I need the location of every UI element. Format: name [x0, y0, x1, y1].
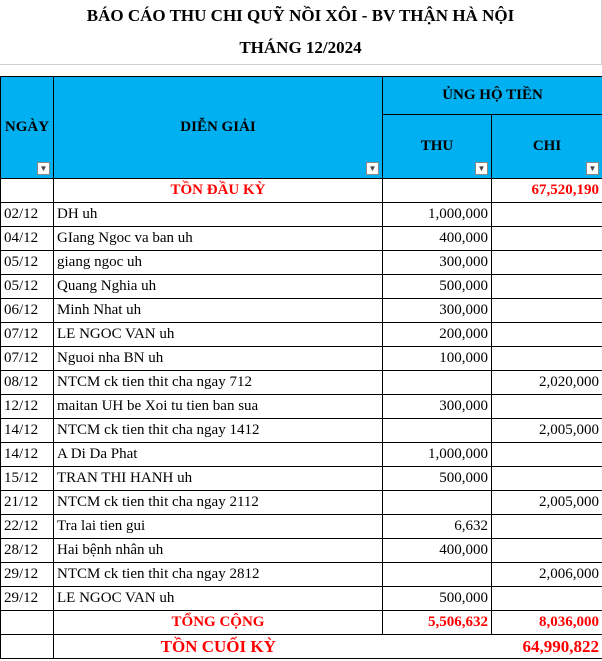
row-date: 12/12 — [1, 395, 54, 419]
filter-dropdown-icon[interactable]: ▼ — [37, 162, 50, 175]
table-row — [1, 227, 602, 251]
table-row — [1, 323, 602, 347]
expense-header-label: CHI — [532, 138, 562, 154]
row-date: 15/12 — [1, 467, 54, 491]
table-row — [1, 539, 602, 563]
table-row — [1, 251, 602, 275]
row-income — [383, 491, 492, 515]
table-row — [1, 203, 602, 227]
opening-thu-cell — [383, 179, 492, 203]
transaction-rows — [1, 203, 602, 611]
report-month: THÁNG 12/2024 — [0, 32, 602, 64]
row-description: Nguoi nha BN uh — [54, 347, 383, 371]
row-description: LE NGOC VAN uh — [54, 323, 383, 347]
totals-date-cell — [1, 611, 54, 635]
row-income: 500,000 — [383, 587, 492, 611]
row-date: 04/12 — [1, 227, 54, 251]
row-date: 06/12 — [1, 299, 54, 323]
row-income: 200,000 — [383, 323, 492, 347]
filter-dropdown-icon[interactable]: ▼ — [366, 162, 379, 175]
row-income: 1,000,000 — [383, 443, 492, 467]
row-expense — [492, 347, 602, 371]
income-header-label: THU — [420, 138, 454, 154]
closing-balance-row — [1, 635, 602, 659]
row-description: giang ngoc uh — [54, 251, 383, 275]
opening-amount: 67,520,190 — [492, 179, 602, 203]
row-income: 6,632 — [383, 515, 492, 539]
row-description: NTCM ck tien thit cha ngay 712 — [54, 371, 383, 395]
totals-expense: 8,036,000 — [492, 611, 602, 635]
table-row — [1, 443, 602, 467]
row-date: 05/12 — [1, 275, 54, 299]
expense-header — [492, 115, 602, 179]
row-date: 07/12 — [1, 323, 54, 347]
closing-thu-cell — [383, 635, 492, 659]
row-income: 1,000,000 — [383, 203, 492, 227]
row-expense — [492, 539, 602, 563]
row-date: 08/12 — [1, 371, 54, 395]
row-description: NTCM ck tien thit cha ngay 2812 — [54, 563, 383, 587]
row-expense — [492, 299, 602, 323]
row-date: 28/12 — [1, 539, 54, 563]
row-income: 100,000 — [383, 347, 492, 371]
totals-row — [1, 611, 602, 635]
table-row — [1, 299, 602, 323]
totals-label: TỔNG CỘNG — [54, 611, 383, 635]
row-expense — [492, 443, 602, 467]
closing-date-cell — [1, 635, 54, 659]
row-date: 29/12 — [1, 587, 54, 611]
row-description: NTCM ck tien thit cha ngay 2112 — [54, 491, 383, 515]
row-date: 07/12 — [1, 347, 54, 371]
date-header — [1, 77, 54, 179]
row-date: 02/12 — [1, 203, 54, 227]
row-description: Quang Nghia uh — [54, 275, 383, 299]
row-date: 22/12 — [1, 515, 54, 539]
row-expense — [492, 587, 602, 611]
row-description: Minh Nhat uh — [54, 299, 383, 323]
row-description: maitan UH be Xoi tu tien ban sua — [54, 395, 383, 419]
spacer-row — [0, 64, 602, 76]
row-description: GIang Ngoc va ban uh — [54, 227, 383, 251]
row-income — [383, 419, 492, 443]
opening-date-cell — [1, 179, 54, 203]
row-description: TRAN THI HANH uh — [54, 467, 383, 491]
date-header-label: NGÀY — [4, 119, 50, 135]
row-income: 500,000 — [383, 275, 492, 299]
row-expense — [492, 275, 602, 299]
row-expense — [492, 227, 602, 251]
row-expense — [492, 515, 602, 539]
row-expense — [492, 467, 602, 491]
table-row — [1, 563, 602, 587]
filter-dropdown-icon[interactable]: ▼ — [475, 162, 488, 175]
row-expense — [492, 203, 602, 227]
report-title: BÁO CÁO THU CHI QUỸ NỒI XÔI - BV THẬN HÀ NỘI — [0, 0, 602, 32]
row-expense — [492, 395, 602, 419]
row-expense: 2,005,000 — [492, 419, 602, 443]
row-description: NTCM ck tien thit cha ngay 1412 — [54, 419, 383, 443]
row-date: 14/12 — [1, 419, 54, 443]
closing-label: TỒN CUỐI KỲ — [54, 635, 383, 659]
ledger-table — [0, 76, 602, 659]
row-date: 21/12 — [1, 491, 54, 515]
table-row — [1, 395, 602, 419]
row-income: 300,000 — [383, 395, 492, 419]
table-row — [1, 491, 602, 515]
row-description: Hai bệnh nhân uh — [54, 539, 383, 563]
row-income — [383, 371, 492, 395]
row-description: LE NGOC VAN uh — [54, 587, 383, 611]
row-description: A Di Da Phat — [54, 443, 383, 467]
row-date: 14/12 — [1, 443, 54, 467]
filter-dropdown-icon[interactable]: ▼ — [586, 162, 599, 175]
totals-income: 5,506,632 — [383, 611, 492, 635]
description-header-label: DIỄN GIẢI — [180, 119, 256, 135]
row-income: 300,000 — [383, 299, 492, 323]
table-row — [1, 587, 602, 611]
table-row — [1, 275, 602, 299]
row-income — [383, 563, 492, 587]
table-row — [1, 515, 602, 539]
description-header — [54, 77, 383, 179]
row-description: Tra lai tien gui — [54, 515, 383, 539]
row-date: 05/12 — [1, 251, 54, 275]
row-income: 300,000 — [383, 251, 492, 275]
closing-amount: 64,990,822 — [492, 635, 602, 659]
table-row — [1, 347, 602, 371]
table-row — [1, 419, 602, 443]
income-header — [383, 115, 492, 179]
opening-balance-row — [1, 179, 602, 203]
opening-label: TỒN ĐẦU KỲ — [54, 179, 383, 203]
row-expense: 2,005,000 — [492, 491, 602, 515]
row-expense — [492, 323, 602, 347]
row-income: 400,000 — [383, 539, 492, 563]
row-expense: 2,006,000 — [492, 563, 602, 587]
row-expense — [492, 251, 602, 275]
row-description: DH uh — [54, 203, 383, 227]
table-row — [1, 467, 602, 491]
row-date: 29/12 — [1, 563, 54, 587]
row-income: 500,000 — [383, 467, 492, 491]
row-income: 400,000 — [383, 227, 492, 251]
donation-group-header: ỦNG HỘ TIỀN — [383, 77, 602, 115]
row-expense: 2,020,000 — [492, 371, 602, 395]
table-row — [1, 371, 602, 395]
